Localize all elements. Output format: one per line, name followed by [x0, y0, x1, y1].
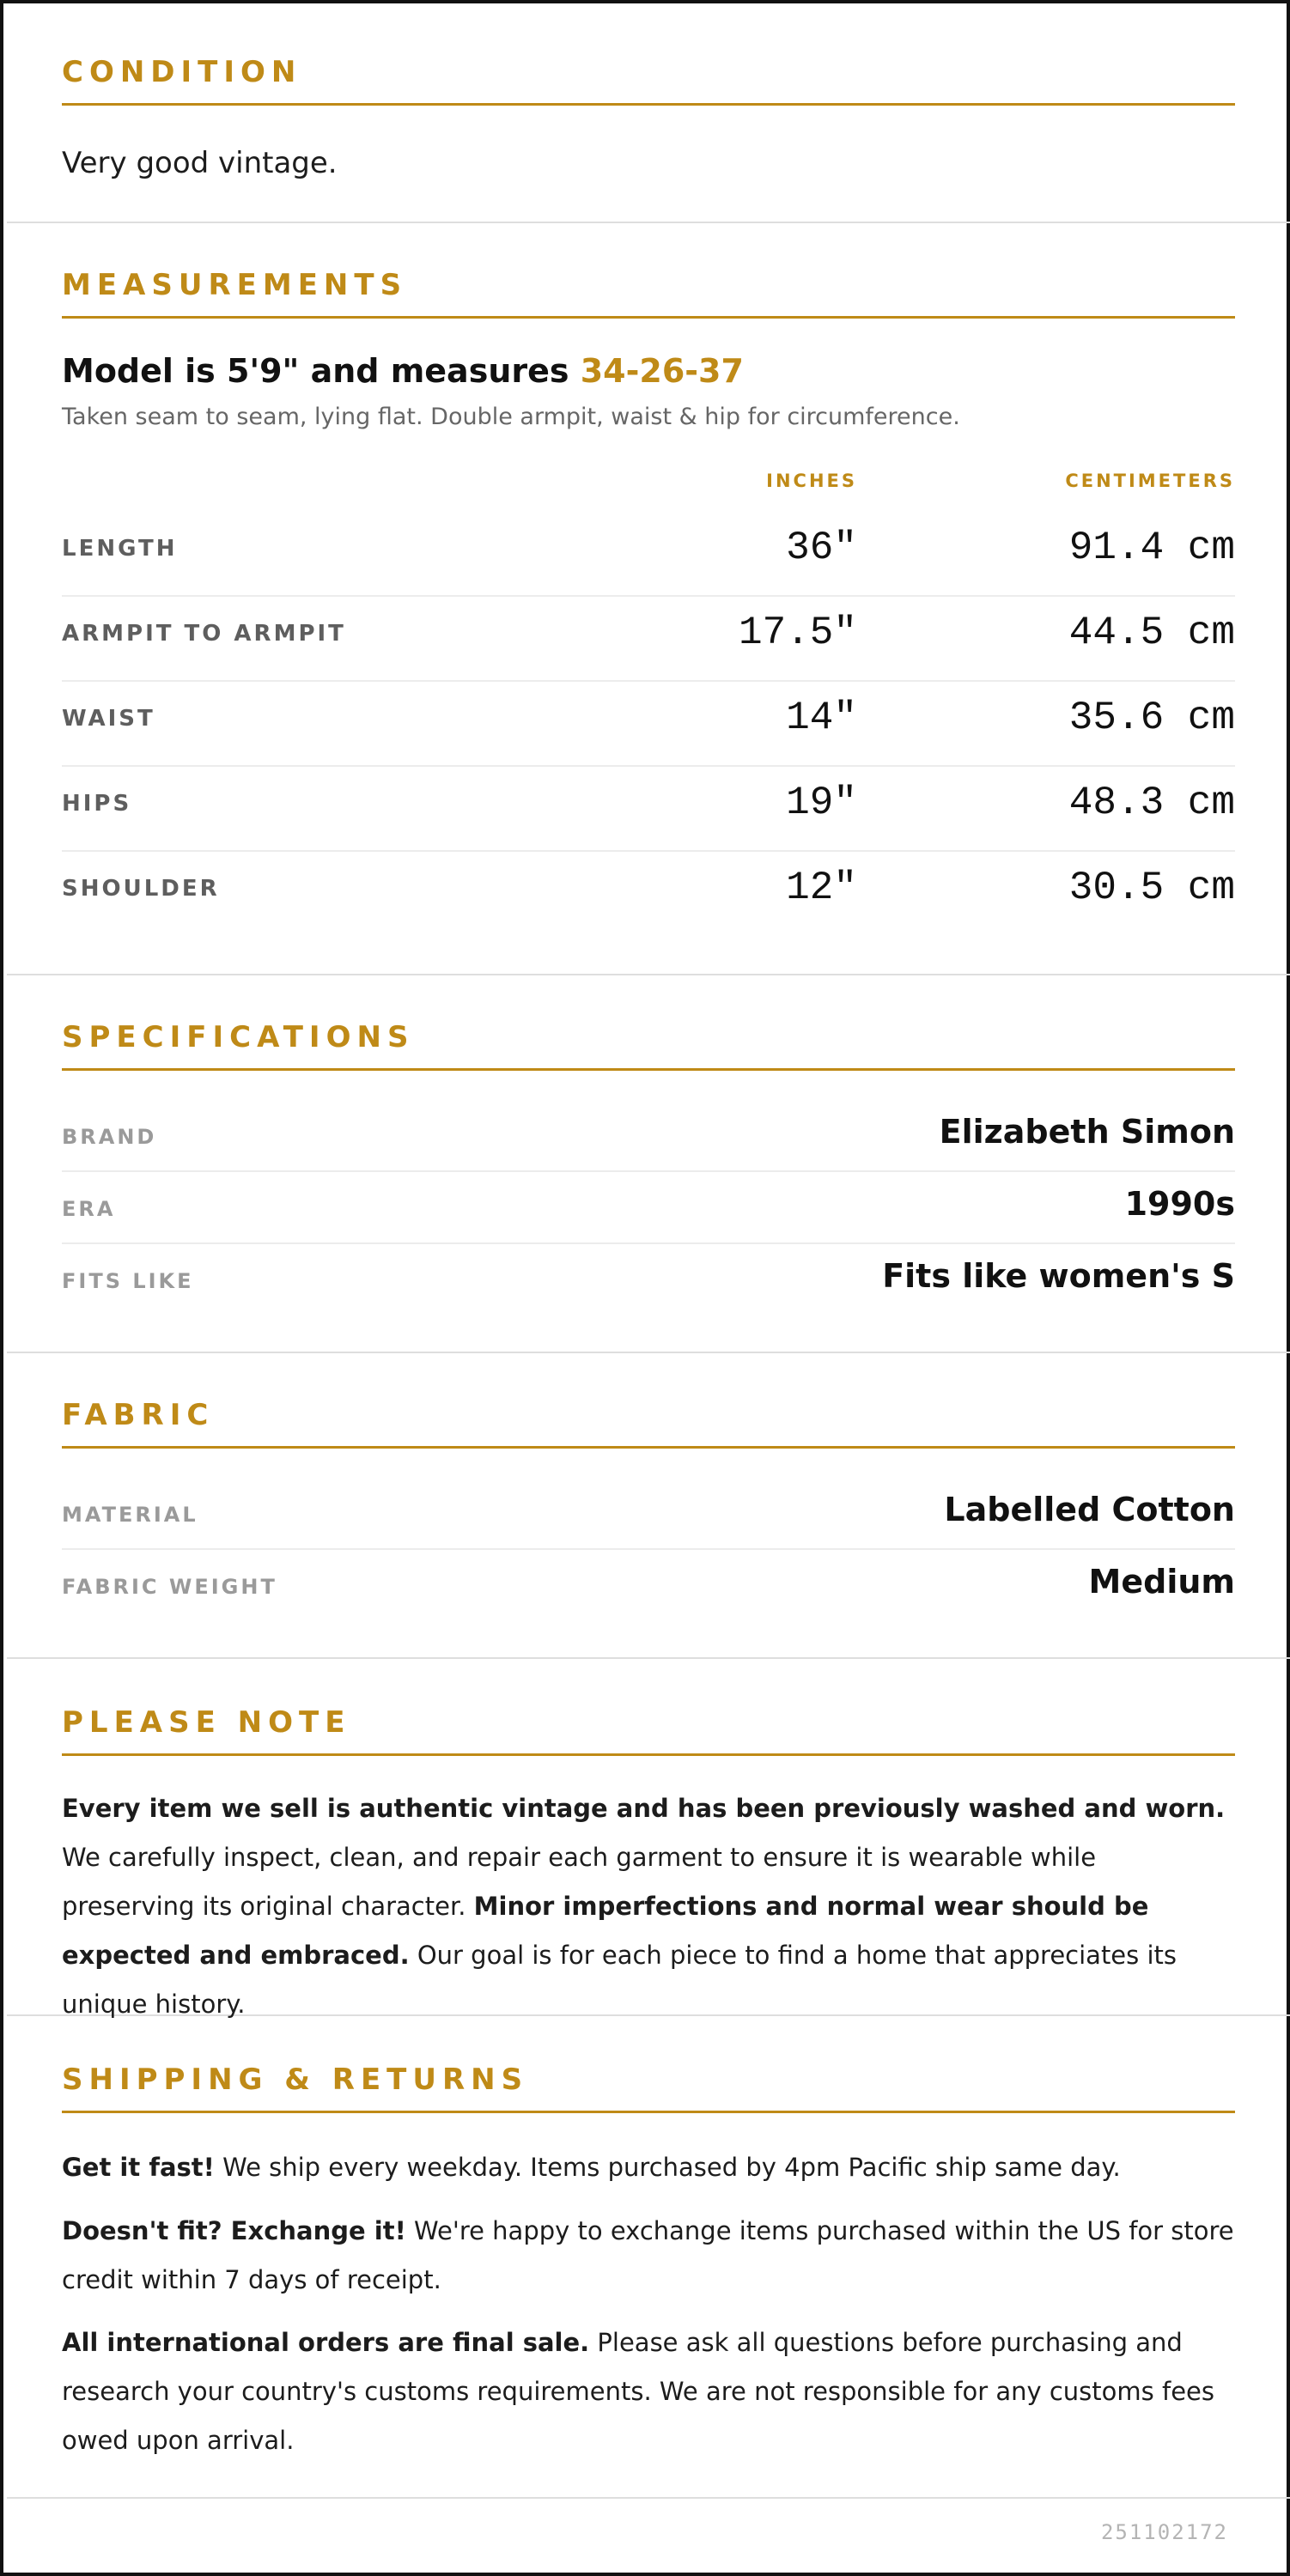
measurement-label: LENGTH: [62, 536, 178, 562]
model-measures-value: 34-26-37: [580, 352, 744, 390]
measurement-note: Taken seam to seam, lying flat. Double armpit, waist & hip for circumference.: [62, 404, 960, 430]
centimeters-column-header: CENTIMETERS: [1065, 471, 1235, 491]
measurement-cm: 48.3 cm: [1068, 781, 1235, 825]
fabric-label: FABRIC WEIGHT: [62, 1575, 277, 1599]
shipping-paragraph-2: [62, 2207, 1235, 2305]
condition-heading: CONDITION: [62, 55, 302, 89]
shipping-returns-section: [7, 2016, 1290, 2499]
fabric-heading: FABRIC: [62, 1398, 215, 1432]
fabric-value: Labelled Cotton: [944, 1491, 1235, 1528]
please-note-section: [7, 1659, 1290, 2019]
shipping-p1-text: We ship every weekday. Items purchased by 4pm Pacific ship same day.: [214, 2153, 1121, 2182]
please-note-heading: PLEASE NOTE: [62, 1705, 351, 1740]
specifications-heading-rule: [62, 1068, 1235, 1071]
fabric-label: MATERIAL: [62, 1503, 198, 1527]
please-note-bold-2: Minor imperfections and normal wear should be expected and embraced.: [62, 1892, 1149, 1970]
measurement-inches: 36": [786, 526, 857, 570]
condition-heading-rule: [62, 103, 1235, 106]
shipping-paragraph-1: [62, 2143, 1235, 2192]
shipping-heading: SHIPPING & RETURNS: [62, 2063, 529, 2097]
spec-row-brand: [62, 1099, 1235, 1172]
measurement-label: SHOULDER: [62, 876, 220, 902]
measurement-label: ARMPIT TO ARMPIT: [62, 621, 346, 647]
shipping-p1-bold: Get it fast!: [62, 2153, 215, 2182]
measurement-inches: 14": [786, 696, 857, 740]
fabric-row-material: [62, 1477, 1235, 1550]
measurement-label: WAIST: [62, 706, 155, 732]
spec-value: Fits like women's S: [882, 1257, 1235, 1295]
measurement-cm: 35.6 cm: [1068, 696, 1235, 740]
measurement-label: HIPS: [62, 791, 132, 817]
please-note-heading-rule: [62, 1753, 1235, 1756]
please-note-text-1: We carefully inspect, clean, and repair each garment to ensure it is wearable while preserving its original character.: [62, 1843, 1097, 1921]
condition-text: Very good vintage.: [62, 146, 338, 180]
shipping-p3-text: Please ask all questions before purchasing and research your country's customs requirements. We are not responsible for any customs fees owed upon arrival.: [62, 2328, 1214, 2455]
shipping-p3-bold: All international orders are final sale.: [62, 2328, 590, 2357]
spec-value: Elizabeth Simon: [939, 1113, 1235, 1151]
model-height-text: Model is 5'9" and measures: [62, 352, 581, 390]
fabric-section: [7, 1353, 1290, 1659]
measurement-row-length: [62, 510, 1235, 597]
measurement-inches: 19": [786, 781, 857, 825]
measurement-inches: 12": [786, 866, 857, 910]
model-measures-line: [62, 352, 1235, 390]
fabric-row-weight: [62, 1549, 1235, 1620]
measurement-cm: 30.5 cm: [1068, 866, 1235, 910]
please-note-bold-1: Every item we sell is authentic vintage and has been previously washed and worn.: [62, 1794, 1226, 1823]
specifications-section: [7, 975, 1290, 1353]
shipping-p2-text: We're happy to exchange items purchased within the US for store credit within 7 days of receipt.: [62, 2216, 1234, 2294]
fabric-heading-rule: [62, 1446, 1235, 1449]
fabric-value: Medium: [1088, 1563, 1235, 1601]
measurements-section: [7, 223, 1290, 975]
measurement-row-waist: [62, 680, 1235, 767]
condition-section: [7, 7, 1290, 223]
spec-value: 1990s: [1124, 1185, 1235, 1223]
shipping-p2-bold: Doesn't fit? Exchange it!: [62, 2216, 406, 2245]
measurement-row-armpit: [62, 595, 1235, 682]
measurement-cm: 91.4 cm: [1068, 526, 1235, 570]
spec-row-fits-like: [62, 1243, 1235, 1315]
measurements-heading-rule: [62, 316, 1235, 319]
spec-label: FITS LIKE: [62, 1269, 194, 1293]
inches-column-header: INCHES: [766, 471, 857, 491]
shipping-heading-rule: [62, 2111, 1235, 2113]
please-note-text: [62, 1784, 1235, 2029]
spec-label: ERA: [62, 1197, 116, 1221]
measurement-row-hips: [62, 765, 1235, 852]
measurements-heading: MEASUREMENTS: [62, 268, 408, 302]
item-id: 251102172: [1100, 2520, 1228, 2544]
measurement-cm: 44.5 cm: [1068, 611, 1235, 655]
measurement-row-shoulder: [62, 850, 1235, 935]
measurement-inches: 17.5": [738, 611, 857, 655]
spec-label: BRAND: [62, 1125, 157, 1149]
please-note-text-2: Our goal is for each piece to find a home that appreciates its unique history.: [62, 1941, 1177, 2019]
shipping-paragraph-3: [62, 2318, 1235, 2465]
specifications-heading: SPECIFICATIONS: [62, 1020, 415, 1054]
spec-row-era: [62, 1171, 1235, 1244]
